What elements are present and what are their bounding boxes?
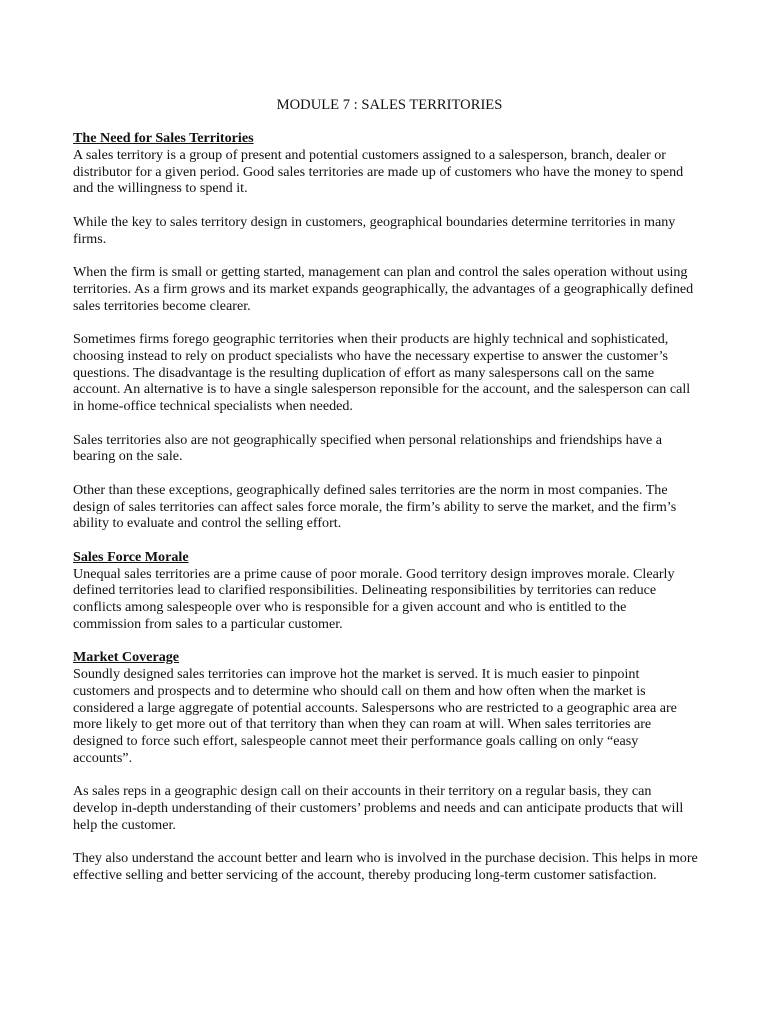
- document-page: [73, 97, 698, 901]
- paragraph: Sometimes firms forego geographic territories when their products are highly technical and sophisticated, choosing instead to rely on product specialists who have the necessary expertise to answer the customer’s questions. The disadvantage is the resulting duplication of effort as many salespersons call on the same account. An alternative is to have a single salesperson reponsible for the account, and the salesperson can call in home-office technical specialists when needed.: [73, 330, 691, 415]
- paragraph: As sales reps in a geographic design call on their accounts in their territory on a regular basis, they can develop in-depth understanding of their customers’ problems and needs and can anticipate products that will help the customer.: [73, 783, 684, 834]
- section-heading: Market Coverage: [73, 649, 180, 666]
- paragraph: A sales territory is a group of present and potential customers assigned to a salesperson, branch, dealer or distributor for a given period. Good sales territories are made up of customers who have the money to spend and the willingness to spend it.: [73, 146, 684, 197]
- paragraph: Unequal sales territories are a prime cause of poor morale. Good territory design improves morale. Clearly defined territories lead to clarified responsibilities. Delineating responsibilities by territories can reduce conflicts among salespeople over who is responsible for a given account and who is entitled to the commission from sales to a particular customer.: [73, 565, 675, 632]
- paragraph: Sales territories also are not geographically specified when personal relationships and friendships have a bearing on the sale.: [73, 431, 663, 465]
- paragraph: They also understand the account better and learn who is involved in the purchase decision. This helps in more effective selling and better servicing of the account, thereby producing long-term customer satisfaction.: [73, 850, 698, 884]
- section-heading: Sales Force Morale: [73, 548, 189, 565]
- paragraph: While the key to sales territory design in customers, geographical boundaries determine territories in many firms.: [73, 213, 676, 247]
- page-title: MODULE 7 : SALES TERRITORIES: [276, 97, 503, 113]
- paragraph: Other than these exceptions, geographically defined sales territories are the norm in most companies. The design of sales territories can affect sales force morale, the firm’s ability to serve the market, and the firm’s ability to evaluate and control the selling effort.: [73, 481, 677, 532]
- section-market-coverage: [73, 649, 698, 884]
- section-heading: The Need for Sales Territories: [73, 130, 254, 146]
- paragraph: When the firm is small or getting started, management can plan and control the sales operation without using territories. As a firm grows and its market expands geographically, the advantages of a geographically defined sales territories become clearer.: [73, 263, 694, 314]
- section-sales-force-morale: [73, 549, 698, 633]
- section-need-for-sales-territories: [73, 130, 698, 532]
- paragraph: Soundly designed sales territories can improve hot the market is served. It is much easier to pinpoint customers and prospects and to determine who should call on them and how often when the market is considered a large aggregate of potential accounts. Salespersons who are restricted to a geographic area are more likely to get more out of that territory than when they can roam at will. When sales territories are designed to force such effort, salespeople cannot meet their performance goals calling on only “easy accounts”.: [73, 666, 677, 767]
